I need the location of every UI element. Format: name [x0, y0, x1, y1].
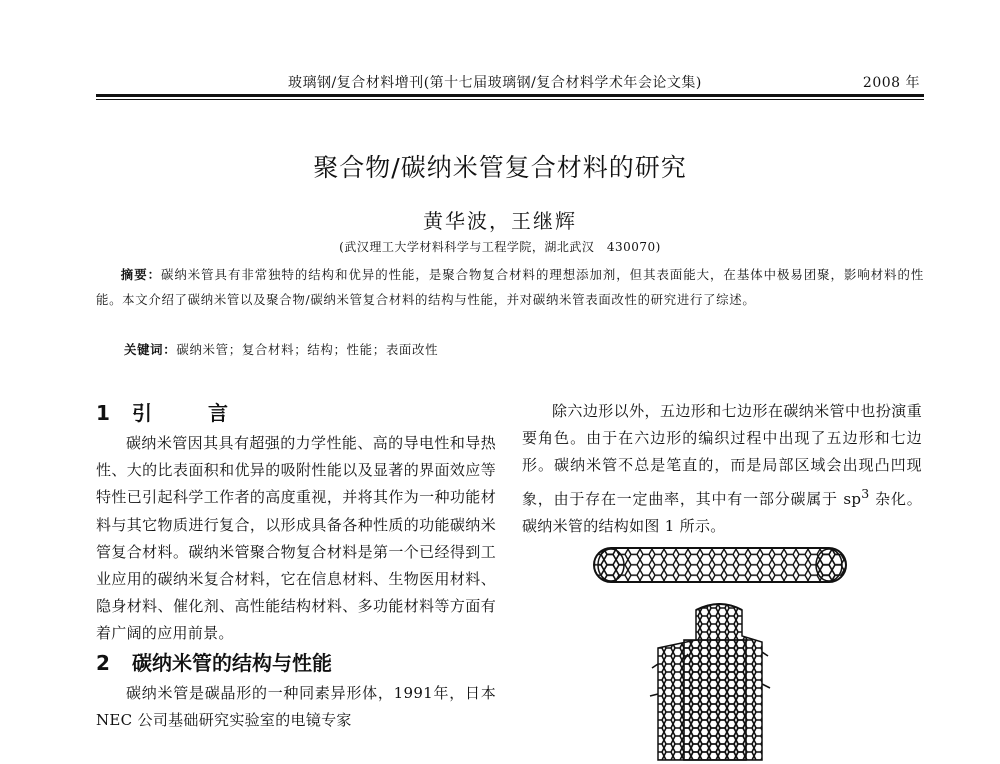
- journal-name: 玻璃钢/复合材料增刊(第十七届玻璃钢/复合材料学术年会论文集): [288, 75, 702, 91]
- section-2-paragraph: 碳纳米管是碳晶形的一种同素异形体，1991年，日本 NEC 公司基础研究实验室的电镜专家: [96, 683, 496, 729]
- publication-year: 2008 年: [862, 75, 920, 91]
- sp3-superscript: 3: [861, 485, 870, 501]
- keywords-text: 碳纳米管；复合材料；结构；性能；表面改性: [176, 342, 439, 357]
- section-2-number: 2: [96, 650, 110, 675]
- right-text-part-1: 除六边形以外，五边形和七边形在碳纳米管中也扮演重要角色。由于在六边形的编织过程中出现了五边形和七边形。碳纳米管不总是笔直的，而是局部区域会出现凸凹现象，由于存在一定曲率，其中有一部分碳属于 sp: [522, 402, 922, 508]
- carbon-nanotube-figure: [592, 544, 852, 760]
- abstract-text: 碳纳米管具有非常独特的结构和优异的性能，是聚合物复合材料的理想添加剂，但其表面能大，在基体中极易团聚，影响材料的性能。本文介绍了碳纳米管以及聚合物/碳纳米管复合材料的结构与性能，并对碳纳米管表面改性的研究进行了综述。: [96, 267, 924, 307]
- keywords: [124, 340, 438, 358]
- abstract-label: 摘要：: [120, 267, 161, 282]
- section-1-title: 引 言: [132, 401, 246, 425]
- abstract: [96, 262, 924, 312]
- running-header: [96, 70, 920, 92]
- right-column-paragraph: [522, 398, 922, 540]
- section-2-title: 碳纳米管的结构与性能: [132, 650, 332, 675]
- section-1-number: 1: [96, 401, 110, 425]
- section-2-heading: [96, 648, 496, 680]
- header-rule-thick: [96, 94, 924, 97]
- left-column: [96, 398, 496, 729]
- header-rule-thin: [96, 99, 924, 100]
- paper-authors: 黄华波，王继辉: [423, 209, 577, 233]
- right-column: [522, 398, 922, 540]
- author-affiliation: (武汉理工大学材料科学与工程学院，湖北武汉 430070): [339, 240, 661, 254]
- right-text-part-2: 杂化。碳纳米管的结构如图 1 所示。: [522, 489, 922, 535]
- carbon-nanotube-structure-icon: [592, 544, 852, 760]
- section-1-paragraph: 碳纳米管因其具有超强的力学性能、高的导电性和导热性、大的比表面积和优异的吸附性能以及显著的界面效应等特性已引起科学工作者的高度重视，并将其作为一种功能材料与其它物质进行复合，以形成具备各种性质的功能碳纳米管复合材料。碳纳米管聚合物复合材料是第一个已经得到工业应用的碳纳米复合材料，它在信息材料、生物医用材料、隐身材料、催化剂、高性能结构材料、多功能材料等方面有着广阔的应用前景。: [96, 434, 496, 643]
- paper-title: 聚合物/碳纳米管复合材料的研究: [313, 153, 687, 182]
- keywords-label: 关键词：: [124, 342, 177, 357]
- section-1-heading: [96, 398, 496, 430]
